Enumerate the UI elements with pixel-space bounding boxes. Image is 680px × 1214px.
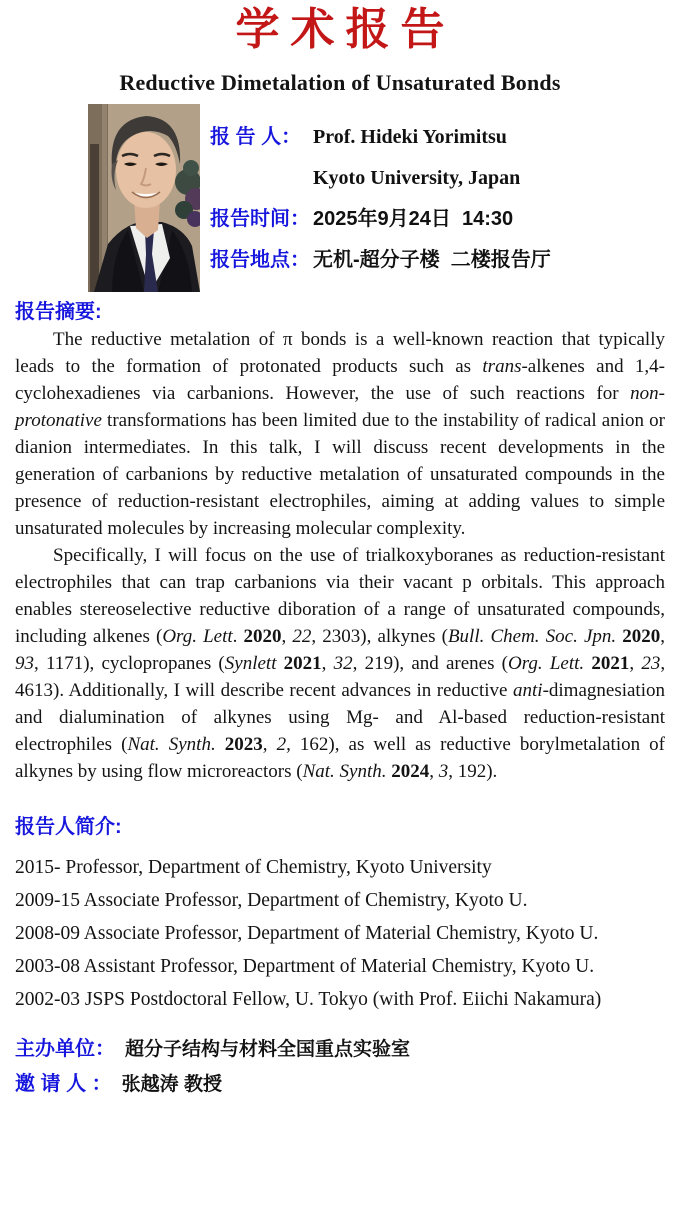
bio-section	[15, 815, 665, 1016]
bio-item: 2002-03 JSPS Postdoctoral Fellow, U. Tokyo (with Prof. Eiichi Nakamura)	[15, 989, 602, 1010]
bio-item: 2003-08 Assistant Professor, Department of Material Chemistry, Kyoto U.	[15, 956, 595, 977]
bio-item: 2015- Professor, Department of Chemistry, Kyoto University	[15, 857, 492, 878]
bio-list	[15, 851, 665, 1016]
abstract-text	[15, 326, 665, 785]
time-row	[210, 199, 551, 240]
speaker-portrait-graphic	[88, 104, 200, 292]
speaker-label: 报 告 人：	[210, 126, 302, 148]
bio-item: 2009-15 Associate Professor, Department of Chemistry, Kyoto U.	[15, 890, 528, 911]
affiliation-row	[210, 158, 551, 199]
inviter-row	[15, 1067, 665, 1102]
abstract-paragraph: Specifically, I will focus on the use of trialkoxyboranes as reduction-resistant electrophiles that can trap carbanions via their vacant p orbitals. This approach enables stereoselective reductive diboration of a range of unsaturated compounds, including alkenes (Org. Lett. 2020, 22, 2303), alkynes (Bull. Chem. Soc. Jpn. 2020, 93, 1171), cyclopropanes (Synlett 2021, 32, 219), and arenes (Org. Lett. 2021, 23, 4613). Additionally, I will describe recent advances in reductive anti-dimagnesiation and dialumination of alkynes using Mg- and Al-based reduction-resistant electrophiles (Nat. Synth. 2023, 2, 162), as well as reductive borylmetalation of alkynes by using flow microreactors (Nat. Synth. 2024, 3, 192).	[15, 545, 666, 782]
venue-label: 报告地点：	[210, 249, 310, 271]
talk-info	[210, 104, 551, 292]
abstract-section	[15, 300, 665, 785]
talk-title: Reductive Dimetalation of Unsaturated Bonds	[119, 70, 561, 95]
speaker-row	[210, 117, 551, 158]
speaker-name: Prof. Hideki Yorimitsu	[313, 126, 507, 148]
inviter-value: 张越涛 教授	[121, 1074, 222, 1095]
footer-section	[15, 1032, 665, 1102]
time-value: 2025年9月24日 14:30	[313, 208, 514, 230]
abstract-paragraph: The reductive metalation of π bonds is a well-known reaction that typically leads to the formation of protonated products such as trans-alkenes and 1,4-cyclohexadienes via carbanions. However, the use of such reactions for non-protonative transformations has been limited due to the instability of radical anion or dianion intermediates. In this talk, I will discuss recent developments in the generation of carbanions by reductive metalation of unsaturated compounds in the presence of reduction-resistant electrophiles, aiming at adding values to simple unsaturated molecules by increasing molecular complexity.	[15, 329, 666, 539]
abstract-header: 报告摘要:	[15, 301, 102, 323]
venue-value: 无机-超分子楼 二楼报告厅	[313, 249, 551, 271]
page-title: 学术报告	[235, 5, 456, 54]
time-label: 报告时间：	[210, 208, 310, 230]
bio-header: 报告人简介:	[15, 816, 122, 838]
host-value: 超分子结构与材料全国重点实验室	[125, 1039, 411, 1060]
host-row	[15, 1032, 665, 1067]
speaker-affiliation: Kyoto University, Japan	[313, 167, 521, 189]
speaker-photo	[88, 104, 200, 292]
host-label: 主办单位：	[15, 1038, 115, 1060]
inviter-label: 邀 请 人 ：	[15, 1073, 112, 1095]
seminar-poster	[0, 4, 680, 1214]
hero-section	[88, 104, 680, 292]
bio-item: 2008-09 Associate Professor, Department of Material Chemistry, Kyoto U.	[15, 923, 599, 944]
venue-row	[210, 240, 551, 281]
